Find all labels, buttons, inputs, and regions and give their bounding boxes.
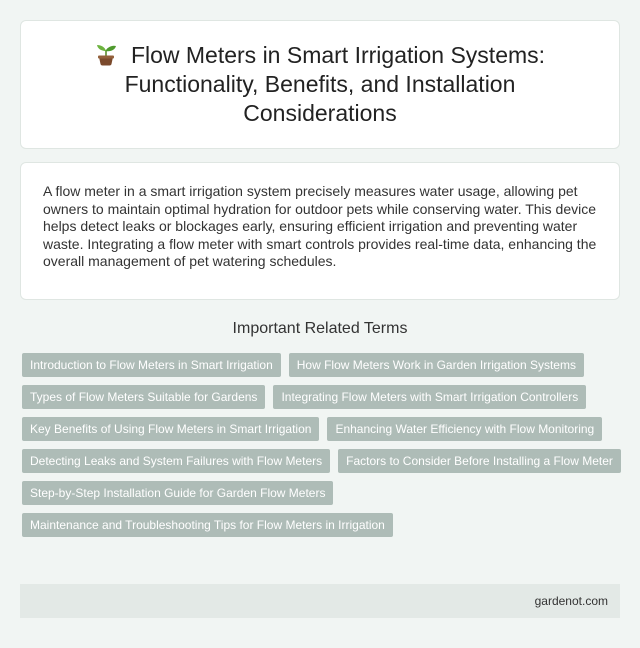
page-title-text: Flow Meters in Smart Irrigation Systems: Functionality, Benefits, and Installation Considerations (124, 42, 546, 126)
page-title (61, 41, 579, 128)
related-terms-heading: Important Related Terms (232, 320, 408, 337)
related-term-tag[interactable]: Factors to Consider Before Installing a Flow Meter (338, 449, 621, 473)
title-card (20, 20, 620, 149)
description-text: A flow meter in a smart irrigation system precisely measures water usage, allowing pet owners to maintain optimal hydration for outdoor pets while conserving water. This device helps detect leaks or blockages early, ensuring efficient irrigation and preventing water waste. Integrating a flow meter with smart controls provides real-time data, enhancing the overall management of pet watering schedules. (43, 183, 597, 269)
related-term-tag[interactable]: How Flow Meters Work in Garden Irrigation Systems (289, 353, 584, 377)
related-term-tag[interactable]: Integrating Flow Meters with Smart Irrigation Controllers (273, 385, 586, 409)
related-term-tag[interactable]: Step-by-Step Installation Guide for Garden Flow Meters (22, 481, 333, 505)
related-term-tag[interactable]: Key Benefits of Using Flow Meters in Smart Irrigation (22, 417, 319, 441)
description-card (20, 162, 620, 300)
related-term-tag[interactable]: Enhancing Water Efficiency with Flow Monitoring (327, 417, 602, 441)
related-term-tag[interactable]: Maintenance and Troubleshooting Tips for Flow Meters in Irrigation (22, 513, 393, 537)
footer-site-link[interactable]: gardenot.com (534, 594, 608, 608)
related-term-tag[interactable]: Types of Flow Meters Suitable for Gardens (22, 385, 265, 409)
footer (20, 584, 620, 618)
sprout-icon (95, 42, 117, 66)
related-terms-list (22, 353, 622, 537)
related-term-tag[interactable]: Detecting Leaks and System Failures with Flow Meters (22, 449, 330, 473)
related-term-tag[interactable]: Introduction to Flow Meters in Smart Irrigation (22, 353, 281, 377)
